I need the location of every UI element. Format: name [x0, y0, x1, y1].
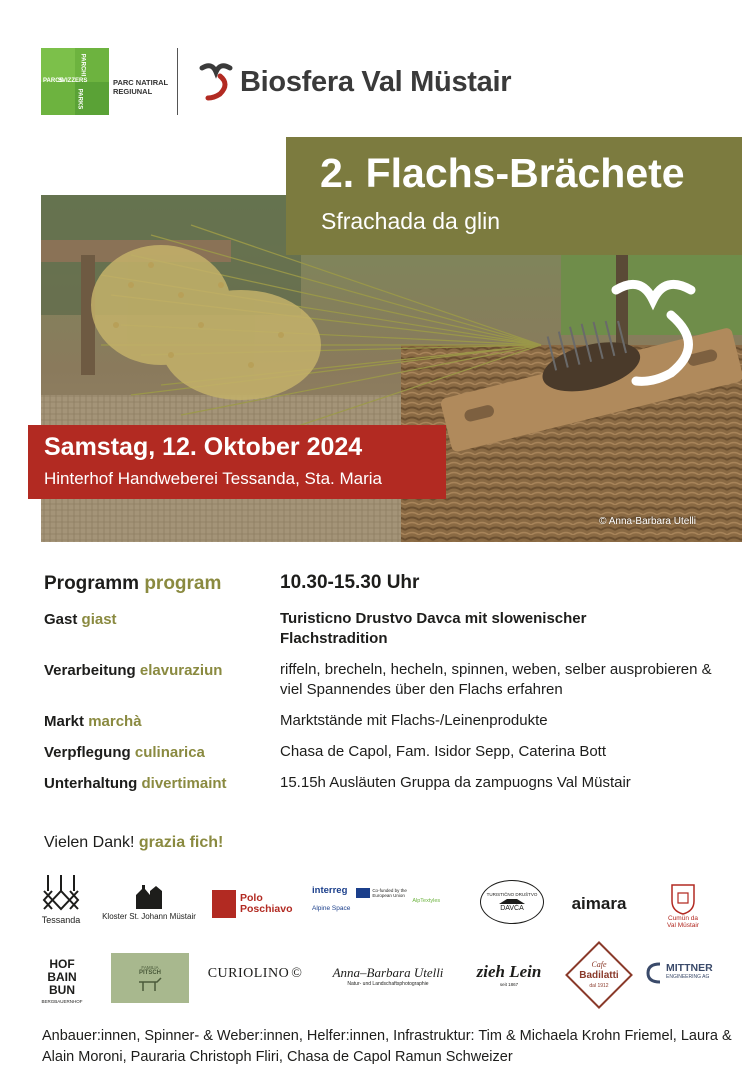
program-row-value — [280, 609, 640, 649]
mittner-logo — [646, 958, 724, 988]
badilatti-name: Badilatti — [579, 969, 619, 981]
zieh-lein-text — [477, 962, 542, 982]
hof-bain-bun-logo — [40, 956, 84, 1006]
label-rm: culinarica — [134, 744, 205, 761]
tessanda-icon — [42, 873, 80, 915]
credits-text: Anbauer:innen, Spinner- & Weber:innen, Helfer:innen, Infrastruktur: Tim & Michaela Krohn Friemel, Laura & Alain Moroni, Pauraria Christoph Fliri, Chasa de Capol Ramun Schweizer — [42, 1028, 732, 1065]
biosfera-mark-icon — [198, 62, 234, 102]
kloster-icon — [134, 883, 164, 909]
program-row-label — [44, 662, 222, 679]
davca-top: TURISTIČNO DRUŠTVO — [486, 892, 538, 897]
parcs-sub-line: REGIUNAL — [113, 87, 153, 96]
parcs-word: PARCS — [43, 78, 64, 84]
polo-poschiavo-logo — [212, 890, 296, 918]
program-row-label — [44, 775, 227, 792]
utelli-sub: Natur- und Landschaftsphotographie — [347, 981, 429, 987]
parchi-word: PARCHI — [79, 53, 86, 77]
event-title: 2. Flachs-Brächete — [320, 150, 685, 196]
cofunded-text: Co-funded by the European Union — [372, 888, 407, 898]
hof-word: HOF — [49, 957, 75, 971]
label-de: Unterhaltung — [44, 775, 138, 792]
program-heading-de: Programm — [44, 573, 140, 594]
interreg-word: interreg — [312, 885, 348, 896]
program-time: 10.30-15.30 Uhr — [280, 572, 420, 593]
header-divider — [177, 48, 178, 115]
kloster-logo — [100, 876, 198, 928]
curiolino-logo — [207, 964, 303, 984]
eu-flag-icon — [356, 888, 370, 898]
curiolino-mark-icon: © — [291, 966, 303, 981]
program-heading-rm: program — [144, 573, 222, 594]
parcs-subtitle — [113, 78, 168, 96]
utelli-logo — [316, 962, 460, 990]
aimara-logo: aimara — [571, 894, 627, 913]
interreg-logo — [312, 886, 460, 920]
program-row-label — [44, 744, 205, 761]
label-rm: elavuraziun — [139, 662, 223, 679]
event-subtitle: Sfrachada da glin — [321, 208, 501, 234]
badilatti-year: dal 1912 — [589, 982, 609, 989]
thanks-de: Vielen Dank! — [44, 834, 135, 851]
polo-mark-icon — [212, 890, 236, 918]
label-de: Gast — [44, 611, 78, 628]
mittner-text — [666, 964, 713, 982]
pitsch-name: PITSCH — [138, 969, 161, 976]
program-row-label — [44, 611, 117, 628]
davca-logo — [480, 880, 544, 924]
label-rm: marchà — [88, 713, 142, 730]
cumun-crest-icon — [670, 883, 696, 915]
photo-credit: © Anna-Barbara Utelli — [599, 516, 696, 527]
parks-word: PARKS — [76, 88, 83, 110]
thanks-rm: grazia fich! — [138, 834, 224, 851]
cafe-badilatti-logo — [562, 946, 636, 1004]
bain-word: BAIN — [47, 970, 77, 984]
guest-detail: mit slowenischer Flachstradition — [280, 610, 587, 647]
parcs-svizzers-logo — [41, 48, 109, 115]
cumun-text — [667, 915, 699, 929]
program-heading — [44, 573, 221, 595]
label-rm: divertimaint — [141, 775, 227, 792]
program-row-value: Marktstände mit Flachs-/Leinenprodukte — [280, 712, 548, 729]
mittner-sub: ENGINEERING AG — [666, 974, 710, 980]
polo-line: Poschiavo — [240, 903, 293, 915]
program-row-value: riffeln, brecheln, hecheln, spinnen, weben, selber ausprobieren & viel Spannendes über den Flachs erfahren — [280, 661, 712, 698]
label-de: Markt — [44, 713, 85, 730]
kloster-text: Kloster St. Johann Müstair — [102, 912, 196, 921]
davca-hat-icon — [497, 897, 527, 905]
goat-icon — [135, 976, 165, 992]
label-de: Verarbeitung — [44, 662, 136, 679]
bun-word: BUN — [49, 983, 75, 997]
pitsch-familia: FAMILIA — [141, 964, 159, 970]
lein-word: Lein — [509, 961, 542, 981]
pitsch-logo — [111, 953, 189, 1003]
event-date: Samstag, 12. Oktober 2024 — [44, 433, 363, 461]
polo-text — [240, 893, 293, 915]
tessanda-logo — [38, 868, 84, 930]
badilatti-cafe: Cafe — [591, 959, 607, 969]
program-row-value: 15.15h Ausläuten Gruppa da zampuogns Val Müstair — [280, 774, 631, 791]
event-location: Hinterhof Handweberei Tessanda, Sta. Maria — [44, 469, 382, 488]
zieh-lein-logo — [472, 952, 546, 996]
label-de: Verpflegung — [44, 744, 131, 761]
tessanda-text: Tessanda — [41, 915, 81, 925]
polo-line: Polo — [240, 892, 263, 904]
davca-bottom: DAVČA — [500, 905, 524, 912]
program-row-label — [44, 713, 142, 730]
interreg-block — [312, 886, 350, 914]
zieh-word: zieh — [476, 961, 505, 981]
alptextyles-text: AlpTextyles — [412, 898, 441, 904]
zieh-lein-since: seit 1867 — [499, 981, 519, 987]
badilatti-text — [579, 959, 618, 992]
bergbauernhof-text: BERGBAUERNHOF — [41, 999, 83, 1004]
mittner-name: MITTNER — [666, 962, 713, 974]
curiolino-text: CURIOLINO — [207, 966, 290, 981]
cumun-line: Cumün da — [668, 915, 698, 922]
cumun-logo — [660, 878, 706, 934]
svizzers-word: SVIZZERS — [58, 78, 88, 84]
program-row-value: Chasa de Capol, Fam. Isidor Sepp, Caterina Bott — [280, 743, 607, 760]
mittner-mark-icon — [646, 962, 666, 984]
cumun-line: Val Müstair — [666, 922, 700, 929]
guest-name: Turisticno Drustvo Davca — [280, 610, 461, 627]
biosfera-name: Biosfera Val Müstair — [240, 66, 512, 98]
thanks-line — [44, 834, 223, 852]
alpine-space: Alpine Space — [312, 905, 351, 912]
utelli-name: Anna–Barbara Utelli — [332, 965, 444, 980]
label-rm: giast — [81, 611, 117, 628]
parcs-sub-line: PARC NATIRAL — [113, 78, 169, 87]
